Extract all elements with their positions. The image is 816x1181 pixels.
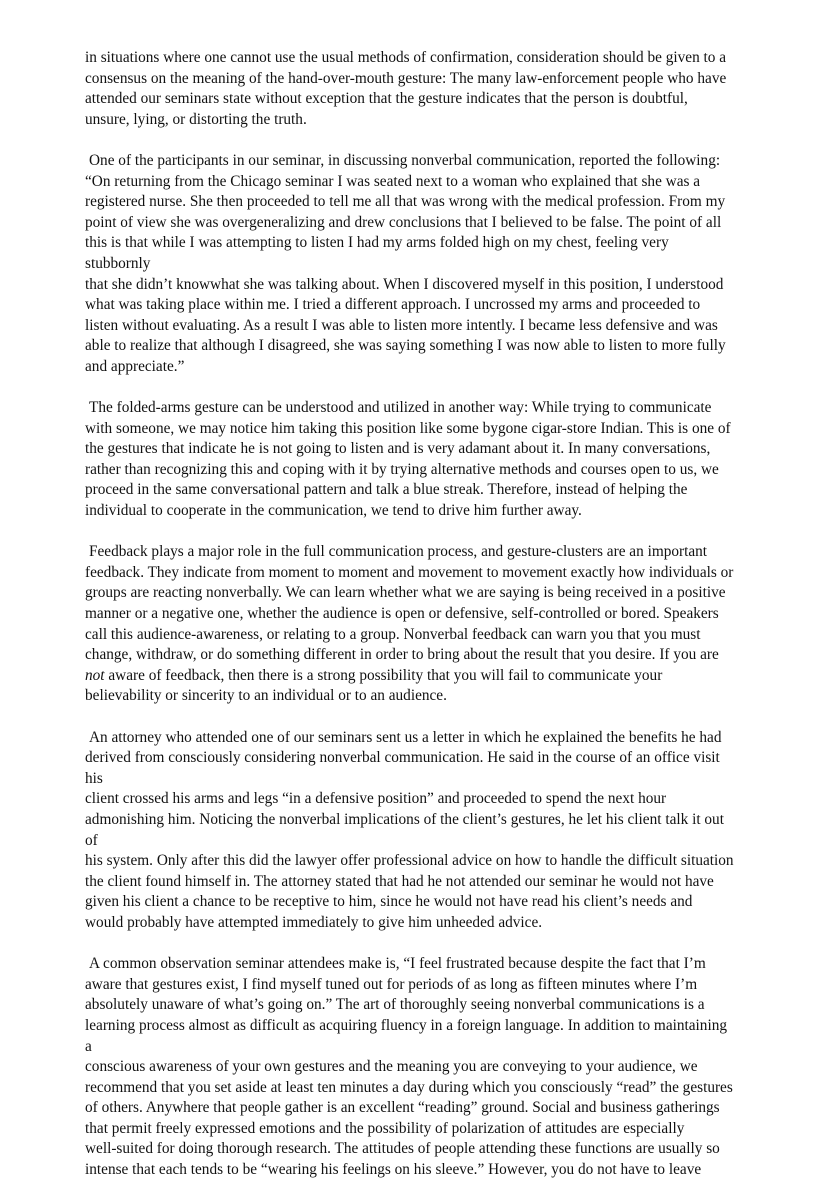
text-line: A common observation seminar attendees make is, “I feel frustrated because despite the fact that I’m xyxy=(89,955,706,973)
text-line: learning process almost as difficult as acquiring fluency in a foreign language. In addition to maintaining a xyxy=(85,1016,728,1055)
text-line: given his client a chance to be receptive to him, since he would not have read his client’s needs and xyxy=(85,893,693,911)
text-line: with someone, we may notice him taking this position like some bygone cigar-store Indian. This is one of xyxy=(85,419,731,437)
text-line: able to realize that although I disagreed, she was saying something I was now able to listen to more fully xyxy=(85,337,726,355)
text-line: conscious awareness of your own gestures and the meaning you are conveying to your audience, we xyxy=(85,1058,698,1076)
text-line: One of the participants in our seminar, in discussing nonverbal communication, reported the following: xyxy=(89,151,721,169)
text-line: this is that while I was attempting to listen I had my arms folded high on my chest, feeling very stubbornly xyxy=(85,234,669,272)
text-line: of others. Anywhere that people gather is an excellent “reading” ground. Social and business gatherings xyxy=(85,1099,720,1117)
text-line: the client found himself in. The attorney stated that had he not attended our seminar he would not have xyxy=(85,872,714,890)
text-line: The folded-arms gesture can be understood and utilized in another way: While trying to communicate xyxy=(89,399,712,417)
text-line: intense that each tends to be “wearing his feelings on his sleeve.” However, you do not have to leave xyxy=(85,1161,702,1179)
text-line: believability or sincerity to an individual or to an audience. xyxy=(85,687,447,705)
text-line: absolutely unaware of what’s going on.” The art of thoroughly seeing nonverbal communications is a xyxy=(85,996,705,1014)
paragraph-chicago-seminar xyxy=(85,151,735,378)
text-line: and appreciate.” xyxy=(85,357,185,375)
text-line: “On returning from the Chicago seminar I was seated next to a woman who explained that she was a xyxy=(85,172,701,190)
text-line: client crossed his arms and legs “in a defensive position” and proceeded to spend the next hour xyxy=(85,790,667,808)
paragraph-feedback xyxy=(85,542,735,707)
paragraph-attorney xyxy=(85,728,735,934)
text-line: proceed in the same conversational pattern and talk a blue streak. Therefore, instead of helping the xyxy=(85,481,688,499)
text-line: his system. Only after this did the lawyer offer professional advice on how to handle the difficult situation xyxy=(85,852,734,870)
text-line: well-suited for doing thorough research. The attitudes of people attending these functions are usually so xyxy=(85,1140,720,1158)
paragraph-common-observation xyxy=(85,954,735,1181)
text-line: that she didn’t knowwhat she was talking about. When I discovered myself in this position, I understood xyxy=(85,275,724,293)
text-line: aware of feedback, then there is a strong possibility that you will fail to communicate your xyxy=(104,666,663,684)
text-line: point of view she was overgeneralizing and drew conclusions that I believed to be false. The point of all xyxy=(85,213,722,231)
text-line: recommend that you set aside at least ten minutes a day during which you consciously “read” the gestures xyxy=(85,1078,733,1096)
text-line: that permit freely expressed emotions and the possibility of polarization of attitudes are especially xyxy=(85,1119,685,1137)
text-line: groups are reacting nonverbally. We can learn whether what we are saying is being received in a positive xyxy=(85,584,726,602)
text-line: admonishing him. Noticing the nonverbal implications of the client’s gestures, he let his client talk it out of xyxy=(85,810,724,849)
text-line: An attorney who attended one of our seminars sent us a letter in which he explained the benefits he had xyxy=(89,728,722,746)
text-line: what was taking place within me. I tried a different approach. I uncrossed my arms and proceeded to xyxy=(85,296,701,314)
text-line: would probably have attempted immediately to give him unheeded advice. xyxy=(85,913,543,931)
text-line: manner or a negative one, whether the audience is open or defensive, self-controlled or bored. Speakers xyxy=(85,605,719,623)
text-line: attended our seminars state without exception that the gesture indicates that the person is doubtful, xyxy=(85,90,688,108)
text-line: rather than recognizing this and coping with it by trying alternative methods and courses open to us, we xyxy=(85,460,719,478)
paragraph-folded-arms xyxy=(85,398,735,522)
text-line: listen without evaluating. As a result I was able to listen more intently. I became less defensive and was xyxy=(85,316,718,334)
text-line: aware that gestures exist, I find myself tuned out for periods of as long as fifteen minutes where I’m xyxy=(85,975,698,993)
text-line: feedback. They indicate from moment to moment and movement to movement exactly how individuals or xyxy=(85,563,734,581)
text-line: Feedback plays a major role in the full communication process, and gesture-clusters are an important xyxy=(89,543,708,561)
italic-emphasis: not xyxy=(85,666,105,684)
text-line: individual to cooperate in the communication, we tend to drive him further away. xyxy=(85,502,582,520)
text-line: the gestures that indicate he is not going to listen and is very adamant about it. In many conversations, xyxy=(85,440,711,458)
paragraph-hand-over-mouth xyxy=(85,48,735,130)
text-line: derived from consciously considering nonverbal communication. He said in the course of an office visit his xyxy=(85,749,720,787)
text-line: registered nurse. She then proceeded to tell me all that was wrong with the medical profession. From my xyxy=(85,193,726,211)
text-line: call this audience-awareness, or relating to a group. Nonverbal feedback can warn you that you must xyxy=(85,625,701,643)
document-page xyxy=(85,48,735,1181)
text-line: change, withdraw, or do something different in order to bring about the result that you desire. If you are xyxy=(85,646,719,664)
text-line: unsure, lying, or distorting the truth. xyxy=(85,110,307,128)
text-line: in situations where one cannot use the usual methods of confirmation, consideration should be given to a xyxy=(85,49,727,66)
text-line: consensus on the meaning of the hand-over-mouth gesture: The many law-enforcement people who have xyxy=(85,69,727,87)
